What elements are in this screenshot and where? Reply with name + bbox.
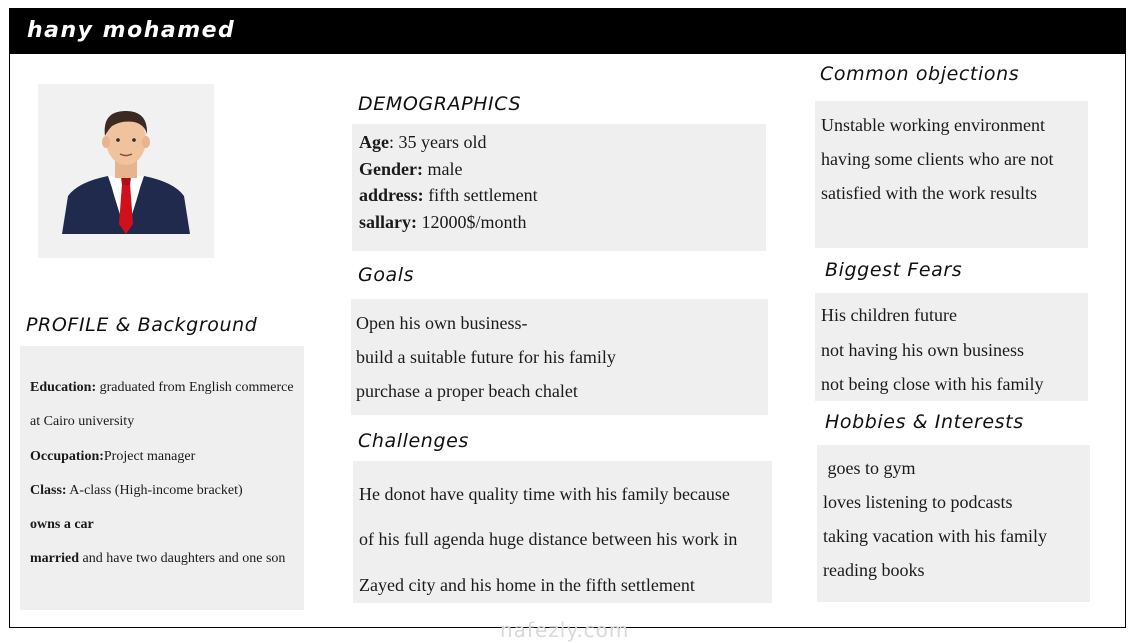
age-line: Age: 35 years old (359, 132, 487, 152)
profile-box (20, 346, 304, 610)
education-line: Education: graduated from English commerce (30, 380, 294, 395)
persona-name-header: hany mohamed (9, 8, 1126, 54)
hobby-line: loves listening to podcasts (823, 492, 1013, 512)
objection-line: satisfied with the work results (821, 183, 1037, 203)
challenge-line: of his full agenda huge distance between his work in (359, 529, 738, 549)
salary-line: sallary: 12000$/month (359, 212, 527, 232)
fear-line: His children future (821, 305, 957, 325)
goals-box (351, 299, 768, 415)
education-cont-line: at Cairo university (30, 414, 135, 429)
fears-heading: Biggest Fears (825, 259, 963, 281)
hobby-line: reading books (823, 560, 925, 580)
hobby-line: goes to gym (823, 458, 916, 478)
address-line: address: fifth settlement (359, 185, 538, 205)
goal-item: Open his own business- (356, 313, 528, 333)
goal-item: build a suitable future for his family (356, 347, 616, 367)
class-line: Class: A-class (High-income bracket) (30, 483, 243, 498)
watermark: nafezly.com (500, 618, 630, 642)
demographics-heading: DEMOGRAPHICS (358, 93, 522, 115)
avatar (38, 84, 214, 258)
objection-line: Unstable working environment (821, 115, 1045, 135)
goals-heading: Goals (358, 264, 415, 286)
profile-heading: PROFILE & Background (26, 314, 258, 336)
occupation-line: Occupation:Project manager (30, 449, 196, 464)
challenge-line: He donot have quality time with his family because (359, 484, 730, 504)
objections-heading: Common objections (820, 63, 1020, 85)
hobbies-box (817, 445, 1090, 602)
fear-line: not having his own business (821, 340, 1025, 360)
gender-line: Gender: male (359, 159, 463, 179)
married-line: married and have two daughters and one son (30, 551, 286, 566)
demographics-box (352, 124, 766, 251)
challenges-heading: Challenges (358, 430, 469, 452)
challenges-box (353, 461, 772, 603)
goal-item: purchase a proper beach chalet (356, 381, 578, 401)
businessman-avatar-icon (38, 84, 214, 258)
hobby-line: taking vacation with his family (823, 526, 1047, 546)
fears-box (815, 293, 1088, 401)
hobbies-heading: Hobbies & Interests (825, 411, 1024, 433)
objection-line: having some clients who are not (821, 149, 1054, 169)
challenge-line: Zayed city and his home in the fifth settlement (359, 575, 695, 595)
fear-line: not being close with his family (821, 374, 1044, 394)
owns-car-line: owns a car (30, 517, 94, 532)
objections-box (815, 101, 1088, 248)
